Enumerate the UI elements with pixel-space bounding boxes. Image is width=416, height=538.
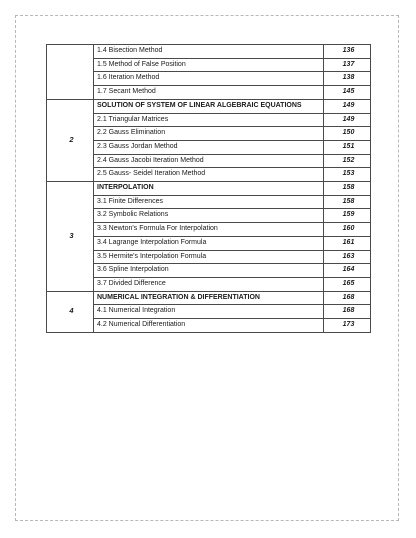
table-row (47, 209, 371, 223)
section-title: 3.2 Symbolic Relations (94, 209, 324, 223)
table-row (47, 127, 371, 141)
page-number: 168 (324, 305, 371, 319)
section-title: 2.4 Gauss Jacobi Iteration Method (94, 154, 324, 168)
table-of-contents (46, 44, 371, 333)
chapter-number: 3 (47, 182, 94, 292)
page-number: 158 (324, 182, 371, 196)
page-number: 159 (324, 209, 371, 223)
table-row (47, 140, 371, 154)
table-row (47, 182, 371, 196)
table-row (47, 277, 371, 291)
chapter-heading: INTERPOLATION (94, 182, 324, 196)
page-number: 165 (324, 277, 371, 291)
section-title: 2.5 Gauss- Seidel Iteration Method (94, 168, 324, 182)
page-number: 137 (324, 58, 371, 72)
section-title: 1.7 Secant Method (94, 86, 324, 100)
page-number: 152 (324, 154, 371, 168)
section-title: 3.6 Spline Interpolation (94, 264, 324, 278)
page-number: 151 (324, 140, 371, 154)
page-number: 158 (324, 195, 371, 209)
page-number: 164 (324, 264, 371, 278)
toc-body (47, 45, 371, 333)
table-row (47, 305, 371, 319)
table-row (47, 291, 371, 305)
chapter-number: 4 (47, 291, 94, 332)
table-row (47, 264, 371, 278)
table-row (47, 236, 371, 250)
section-title: 2.2 Gauss Elimination (94, 127, 324, 141)
section-title: 3.4 Lagrange Interpolation Formula (94, 236, 324, 250)
section-title: 2.3 Gauss Jordan Method (94, 140, 324, 154)
page-number: 161 (324, 236, 371, 250)
page-number: 173 (324, 319, 371, 333)
chapter-heading: SOLUTION OF SYSTEM OF LINEAR ALGEBRAIC EQUATIONS (94, 99, 324, 113)
section-title: 1.4 Bisection Method (94, 45, 324, 59)
table-row (47, 72, 371, 86)
page-number: 150 (324, 127, 371, 141)
section-title: 1.5 Method of False Position (94, 58, 324, 72)
page-number: 149 (324, 99, 371, 113)
page-number: 160 (324, 223, 371, 237)
section-title: 3.3 Newton's Formula For Interpolation (94, 223, 324, 237)
section-title: 4.2 Numerical Differentiation (94, 319, 324, 333)
table-row (47, 250, 371, 264)
table-row (47, 45, 371, 59)
table-row (47, 154, 371, 168)
page-number: 163 (324, 250, 371, 264)
section-title: 3.5 Hermite's Interpolation Formula (94, 250, 324, 264)
page-number: 138 (324, 72, 371, 86)
section-title: 1.6 Iteration Method (94, 72, 324, 86)
page-number: 149 (324, 113, 371, 127)
page-number: 145 (324, 86, 371, 100)
section-title: 4.1 Numerical Integration (94, 305, 324, 319)
page-number: 153 (324, 168, 371, 182)
table-row (47, 58, 371, 72)
section-title: 2.1 Triangular Matrices (94, 113, 324, 127)
page-number: 136 (324, 45, 371, 59)
chapter-number: 2 (47, 99, 94, 181)
table-row (47, 195, 371, 209)
table-row (47, 99, 371, 113)
chapter-number (47, 45, 94, 100)
table-row (47, 223, 371, 237)
table-row (47, 319, 371, 333)
table-row (47, 86, 371, 100)
table-row (47, 113, 371, 127)
section-title: 3.7 Divided Difference (94, 277, 324, 291)
section-title: 3.1 Finite Differences (94, 195, 324, 209)
chapter-heading: NUMERICAL INTEGRATION & DIFFERENTIATION (94, 291, 324, 305)
table-row (47, 168, 371, 182)
page-number: 168 (324, 291, 371, 305)
